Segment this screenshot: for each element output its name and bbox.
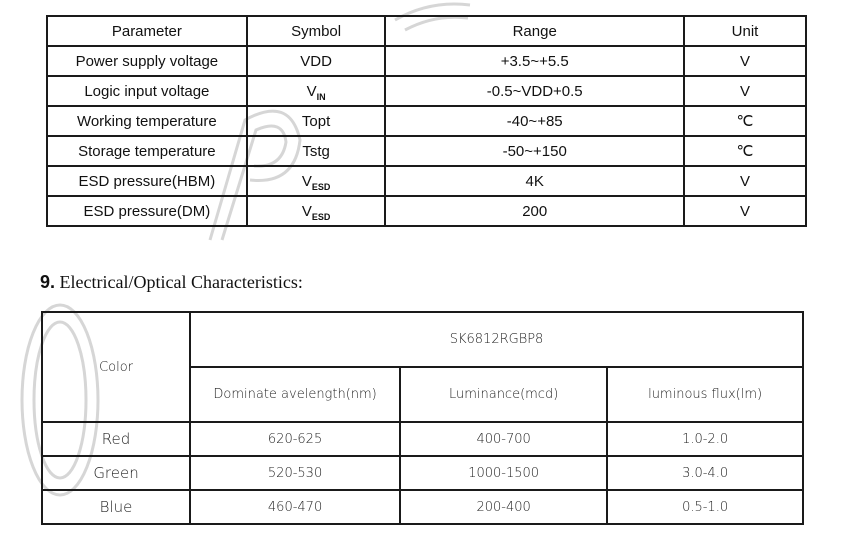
unit-cell: V [684,166,806,196]
header-luminance: Luminance(mcd) [400,367,607,422]
luminance-cell: 400-700 [400,422,607,456]
parameter-cell: Logic input voltage [47,76,247,106]
section-heading [40,272,303,293]
table-row [47,76,806,106]
symbol-text: Topt [301,112,331,130]
luminance-cell: 1000-1500 [400,456,607,490]
unit-cell: ℃ [684,136,806,166]
flux-cell: 0.5-1.0 [607,490,803,524]
symbol-cell [247,136,386,166]
header-parameter: Parameter [47,16,247,46]
table-row [47,166,806,196]
symbol-text: V [301,202,312,220]
flux-cell: 3.0-4.0 [607,456,803,490]
range-cell: -40~+85 [385,106,684,136]
symbol-text: V [301,172,312,190]
symbol-text: V [306,82,317,100]
symbol-cell [247,166,386,196]
unit-cell: V [684,46,806,76]
table-header-row [47,16,806,46]
luminance-cell: 200-400 [400,490,607,524]
wavelength-cell: 460-470 [190,490,400,524]
symbol-cell [247,106,386,136]
table-row [47,136,806,166]
table-row [42,456,803,490]
range-cell: -50~+150 [385,136,684,166]
table-row [42,490,803,524]
unit-cell: V [684,76,806,106]
parameter-cell: Power supply voltage [47,46,247,76]
symbol-cell [247,196,386,226]
color-cell: Red [42,422,190,456]
header-range: Range [385,16,684,46]
symbol-text: VDD [300,52,332,70]
header-luminous-flux: luminous flux(lm) [607,367,803,422]
symbol-text: Tstg [302,142,330,160]
parameter-cell: ESD pressure(DM) [47,196,247,226]
parameter-cell: ESD pressure(HBM) [47,166,247,196]
wavelength-cell: 620-625 [190,422,400,456]
symbol-subscript: ESD [311,211,331,222]
electrical-optical-table [41,311,804,525]
symbol-subscript: IN [316,91,326,102]
table-row [42,422,803,456]
header-wavelength: Dominate avelength(nm) [190,367,400,422]
flux-cell: 1.0-2.0 [607,422,803,456]
range-cell: +3.5~+5.5 [385,46,684,76]
header-color: Color [42,312,190,422]
table-row [47,196,806,226]
range-cell: 200 [385,196,684,226]
color-cell: Blue [42,490,190,524]
symbol-subscript: ESD [311,181,331,192]
symbol-cell [247,46,386,76]
parameter-cell: Working temperature [47,106,247,136]
color-cell: Green [42,456,190,490]
range-cell: -0.5~VDD+0.5 [385,76,684,106]
header-symbol: Symbol [247,16,386,46]
unit-cell: V [684,196,806,226]
header-model: SK6812RGBP8 [190,312,803,367]
wavelength-cell: 520-530 [190,456,400,490]
parameter-cell: Storage temperature [47,136,247,166]
range-cell: 4K [385,166,684,196]
header-unit: Unit [684,16,806,46]
table-row [47,46,806,76]
section-number: 9. [40,272,56,292]
table-header-row [42,312,803,367]
section-title: Electrical/Optical Characteristics: [59,272,303,292]
unit-cell: ℃ [684,106,806,136]
table-row [47,106,806,136]
symbol-cell [247,76,386,106]
absolute-ratings-table [46,15,807,227]
